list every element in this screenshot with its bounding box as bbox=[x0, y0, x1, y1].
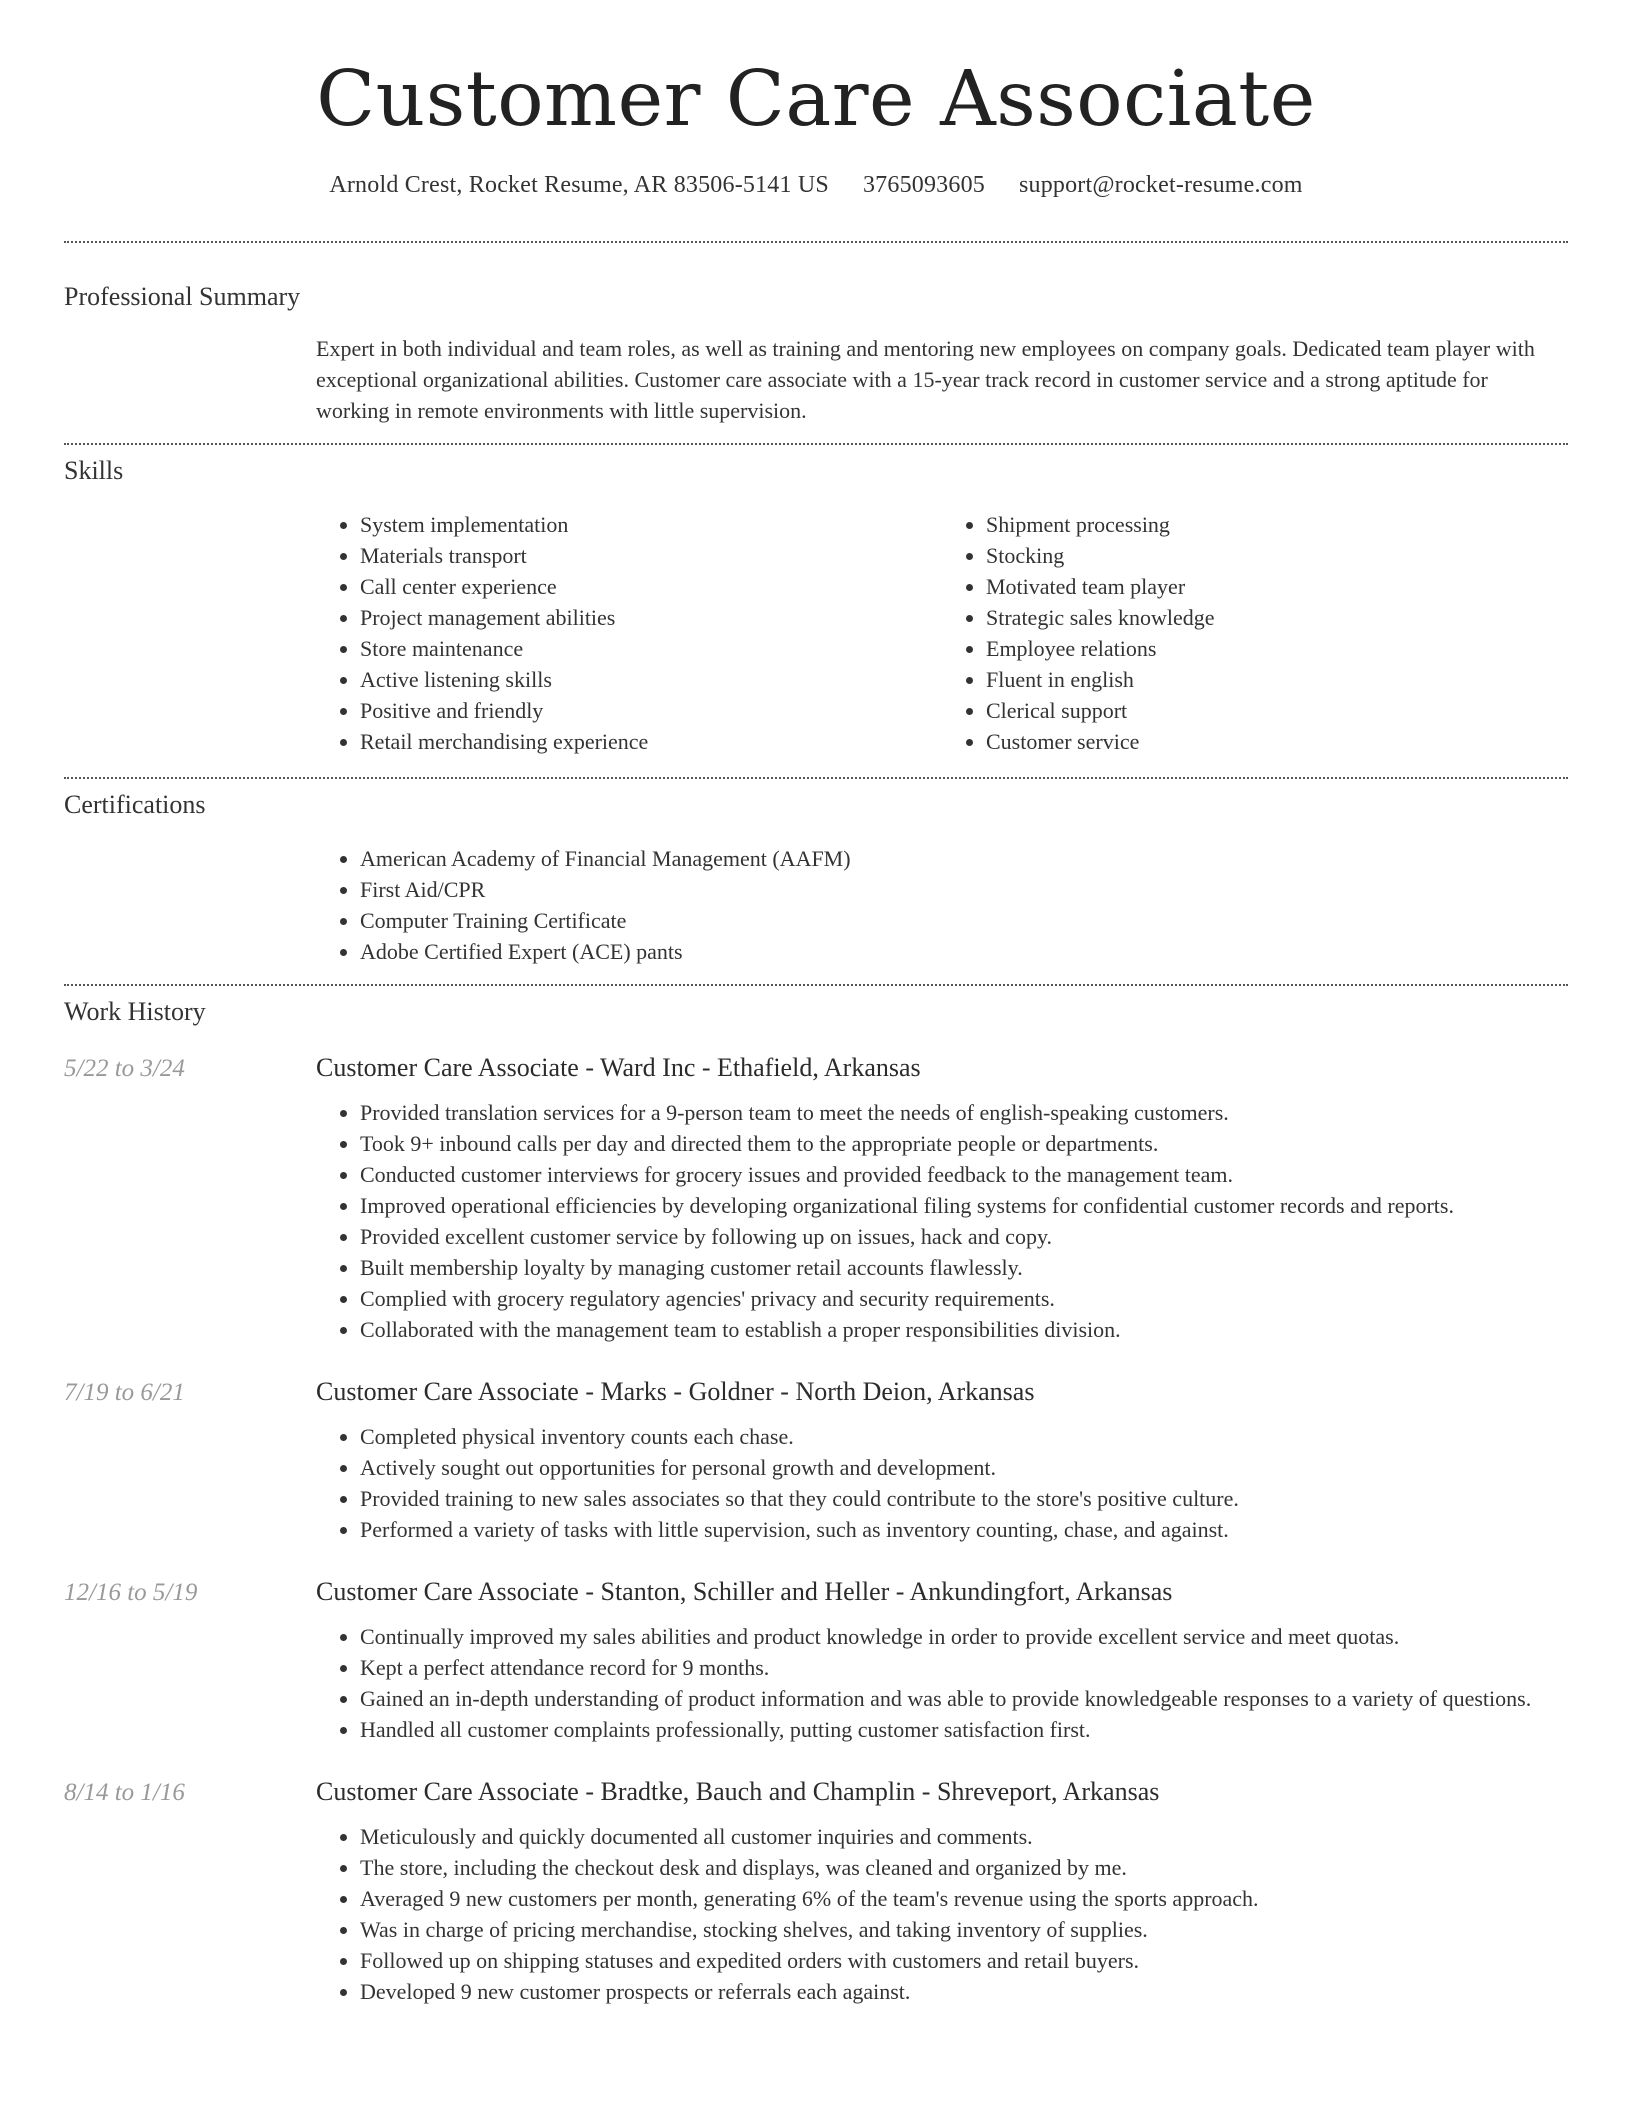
skill-item: • Employee relations bbox=[986, 633, 1568, 664]
job-dates: 8/14 to 1/16 bbox=[64, 1779, 185, 1806]
job-bullet: • Took 9+ inbound calls per day and directed them to the appropriate people or departments. bbox=[360, 1128, 1568, 1159]
skill-item: • Retail merchandising experience bbox=[360, 726, 942, 757]
skill-item: • Project management abilities bbox=[360, 602, 942, 633]
job-entry bbox=[64, 1577, 1568, 1745]
skill-item: • Customer service bbox=[986, 726, 1568, 757]
job-bullet: • Was in charge of pricing merchandise, stocking shelves, and taking inventory of supplies. bbox=[360, 1914, 1568, 1945]
skill-item: • Store maintenance bbox=[360, 633, 942, 664]
job-bullet: • Provided translation services for a 9-person team to meet the needs of english-speaking customers. bbox=[360, 1097, 1568, 1128]
summary-section bbox=[0, 243, 1632, 426]
skills-columns bbox=[316, 509, 1568, 757]
skill-item: • Active listening skills bbox=[360, 664, 942, 695]
skill-item: • Clerical support bbox=[986, 695, 1568, 726]
job-header bbox=[64, 1777, 1568, 1807]
job-bullet: • Averaged 9 new customers per month, generating 6% of the team's revenue using the sports approach. bbox=[360, 1883, 1568, 1914]
work-heading: Work History bbox=[64, 997, 206, 1026]
job-header bbox=[64, 1377, 1568, 1407]
job-title: Customer Care Associate - Stanton, Schiller and Heller - Ankundingfort, Arkansas bbox=[316, 1577, 1173, 1606]
skills-list-right bbox=[942, 509, 1568, 757]
job-bullet: • Complied with grocery regulatory agencies' privacy and security requirements. bbox=[360, 1283, 1568, 1314]
candidate-name: Customer Care Associate bbox=[316, 55, 1316, 144]
work-section bbox=[0, 986, 1632, 2007]
contact-address: Arnold Crest, Rocket Resume, AR 83506-5141 US bbox=[329, 172, 829, 198]
skill-item: • Positive and friendly bbox=[360, 695, 942, 726]
certifications-section bbox=[0, 779, 1632, 967]
certification-item: • Computer Training Certificate bbox=[360, 905, 1568, 936]
job-entry bbox=[64, 1777, 1568, 2007]
certifications-list bbox=[316, 843, 1568, 967]
job-bullets bbox=[316, 1097, 1568, 1345]
job-dates: 7/19 to 6/21 bbox=[64, 1379, 185, 1406]
job-bullet: • Conducted customer interviews for grocery issues and provided feedback to the management team. bbox=[360, 1159, 1568, 1190]
job-dates: 5/22 to 3/24 bbox=[64, 1055, 185, 1082]
certifications-content bbox=[316, 843, 1568, 967]
job-title: Customer Care Associate - Marks - Goldner - North Deion, Arkansas bbox=[316, 1377, 1035, 1406]
certification-item: • Adobe Certified Expert (ACE) pants bbox=[360, 936, 1568, 967]
job-bullet: • Continually improved my sales abilities and product knowledge in order to provide excellent service and meet quotas. bbox=[360, 1621, 1568, 1652]
summary-text: Expert in both individual and team roles, as well as training and mentoring new employees on company goals. Dedicated team player with exceptional organizational abilities. Customer care associate with a 15-year track record in customer service and a strong aptitude for working in remote environments with little supervision. bbox=[316, 336, 1535, 423]
certification-item: • American Academy of Financial Management (AAFM) bbox=[360, 843, 1568, 874]
job-header bbox=[64, 1577, 1568, 1607]
job-title: Customer Care Associate - Bradtke, Bauch and Champlin - Shreveport, Arkansas bbox=[316, 1777, 1160, 1806]
skills-section bbox=[0, 445, 1632, 757]
skill-item: • Shipment processing bbox=[986, 509, 1568, 540]
skills-list-left bbox=[316, 509, 942, 757]
job-bullet: • Meticulously and quickly documented all customer inquiries and comments. bbox=[360, 1821, 1568, 1852]
skill-item: • Fluent in english bbox=[986, 664, 1568, 695]
skill-item: • Motivated team player bbox=[986, 571, 1568, 602]
job-bullets bbox=[316, 1821, 1568, 2007]
job-entry bbox=[64, 1377, 1568, 1545]
job-bullets bbox=[316, 1621, 1568, 1745]
job-bullet: • Built membership loyalty by managing customer retail accounts flawlessly. bbox=[360, 1252, 1568, 1283]
job-bullet: • Provided excellent customer service by following up on issues, hack and copy. bbox=[360, 1221, 1568, 1252]
resume-header bbox=[0, 0, 1632, 198]
job-bullets bbox=[316, 1421, 1568, 1545]
job-bullet: • Completed physical inventory counts each chase. bbox=[360, 1421, 1568, 1452]
summary-heading: Professional Summary bbox=[64, 282, 301, 311]
job-bullet: • The store, including the checkout desk and displays, was cleaned and organized by me. bbox=[360, 1852, 1568, 1883]
contact-phone: 3765093605 bbox=[862, 172, 985, 198]
job-bullet: • Provided training to new sales associates so that they could contribute to the store's positive culture. bbox=[360, 1483, 1568, 1514]
job-header bbox=[64, 1053, 1568, 1083]
certification-item: • First Aid/CPR bbox=[360, 874, 1568, 905]
contact-email[interactable]: support@rocket-resume.com bbox=[1018, 172, 1303, 198]
job-bullet: • Kept a perfect attendance record for 9 months. bbox=[360, 1652, 1568, 1683]
job-bullet: • Actively sought out opportunities for personal growth and development. bbox=[360, 1452, 1568, 1483]
contact-line bbox=[0, 172, 1632, 199]
job-bullet: • Handled all customer complaints professionally, putting customer satisfaction first. bbox=[360, 1714, 1568, 1745]
job-bullet: • Collaborated with the management team to establish a proper responsibilities division. bbox=[360, 1314, 1568, 1345]
job-entry bbox=[64, 1053, 1568, 1345]
certifications-heading: Certifications bbox=[64, 790, 206, 819]
skill-item: • System implementation bbox=[360, 509, 942, 540]
skill-item: • Call center experience bbox=[360, 571, 942, 602]
skill-item: • Materials transport bbox=[360, 540, 942, 571]
job-bullet: • Improved operational efficiencies by developing organizational filing systems for confidential customer records and reports. bbox=[360, 1190, 1568, 1221]
job-title: Customer Care Associate - Ward Inc - Ethafield, Arkansas bbox=[316, 1053, 921, 1082]
job-dates: 12/16 to 5/19 bbox=[64, 1579, 198, 1606]
skills-heading: Skills bbox=[64, 456, 124, 485]
skill-item: • Strategic sales knowledge bbox=[986, 602, 1568, 633]
job-bullet: • Followed up on shipping statuses and expedited orders with customers and retail buyers. bbox=[360, 1945, 1568, 1976]
job-bullet: • Performed a variety of tasks with little supervision, such as inventory counting, chase, and against. bbox=[360, 1514, 1568, 1545]
skill-item: • Stocking bbox=[986, 540, 1568, 571]
job-bullet: • Gained an in-depth understanding of product information and was able to provide knowledgeable responses to a variety of questions. bbox=[360, 1683, 1568, 1714]
job-bullet: • Developed 9 new customer prospects or referrals each against. bbox=[360, 1976, 1568, 2007]
